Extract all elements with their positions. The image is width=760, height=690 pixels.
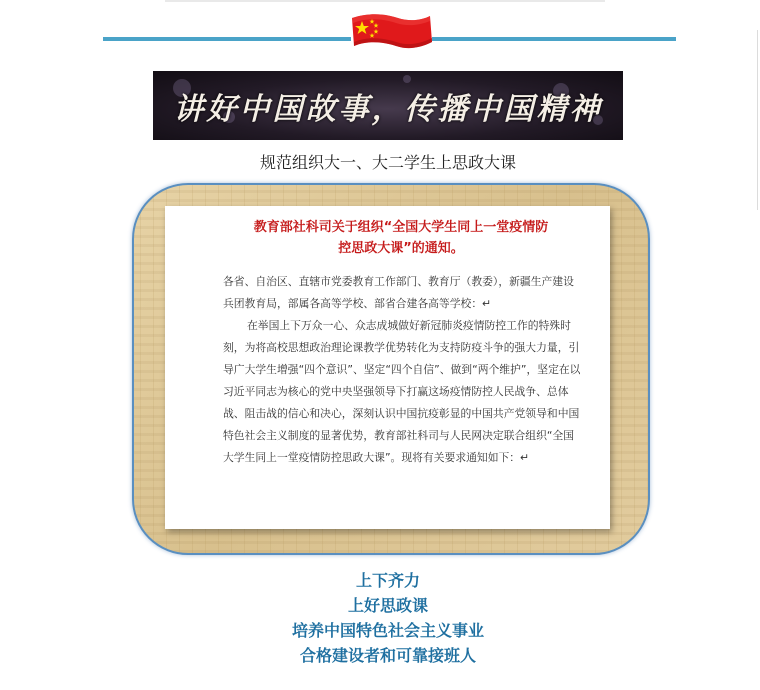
notice-title-line-1: 教育部社科司关于组织“全国大学生同上一堂疫情防 bbox=[253, 220, 549, 235]
banner-image bbox=[153, 71, 623, 140]
header-line-right bbox=[432, 37, 676, 41]
notice-document bbox=[165, 206, 610, 529]
header-line-left bbox=[103, 37, 351, 41]
notice-paragraph-1: 各省、自治区、直辖市党委教育工作部门、教育厅（教委），新疆生产建设兵团教育局，部属各高等学校、部省合建各高等学校：↵ bbox=[223, 275, 574, 310]
slogan-line-4: 合格建设者和可靠接班人 bbox=[299, 646, 476, 665]
top-divider bbox=[165, 0, 605, 2]
notice-title bbox=[221, 217, 581, 259]
notice-title-line-2: 控思政大课”的通知。 bbox=[338, 241, 464, 256]
slogan-line-2: 上好思政课 bbox=[347, 596, 428, 615]
slogan-line-3: 培养中国特色社会主义事业 bbox=[291, 621, 484, 640]
section-subtitle: 规范组织大一、大二学生上思政大课 bbox=[259, 153, 516, 172]
slogan-line-1: 上下齐力 bbox=[355, 571, 420, 590]
slogan-block bbox=[0, 568, 760, 668]
notice-body bbox=[223, 271, 583, 469]
notice-paragraph-2: 在举国上下万众一心、众志成城做好新冠肺炎疫情防控工作的特殊时刻，为将高校思想政治理论课教学优势转化为支持防疫斗争的强大力量，引导广大学生增强“四个意识”、坚定“四个自信”、做到“两个维护”，坚定在以习近平同志为核心的党中央坚强领导下打赢这场疫情防控人民战争、总体战、阻击战的信心和决心，深刻认识中国抗疫彰显的中国共产党领导和中国特色社会主义制度的显著优势，教育部社科司与人民网决定联合组织“全国大学生同上一堂疫情防控思政大课”。现将有关要求通知如下：↵ bbox=[223, 319, 581, 464]
notice-photo-frame bbox=[132, 183, 650, 555]
right-edge-rule bbox=[757, 30, 758, 210]
china-flag-icon bbox=[348, 12, 434, 52]
banner-slogan: 讲好中国故事，传播中国精神 bbox=[173, 91, 603, 127]
